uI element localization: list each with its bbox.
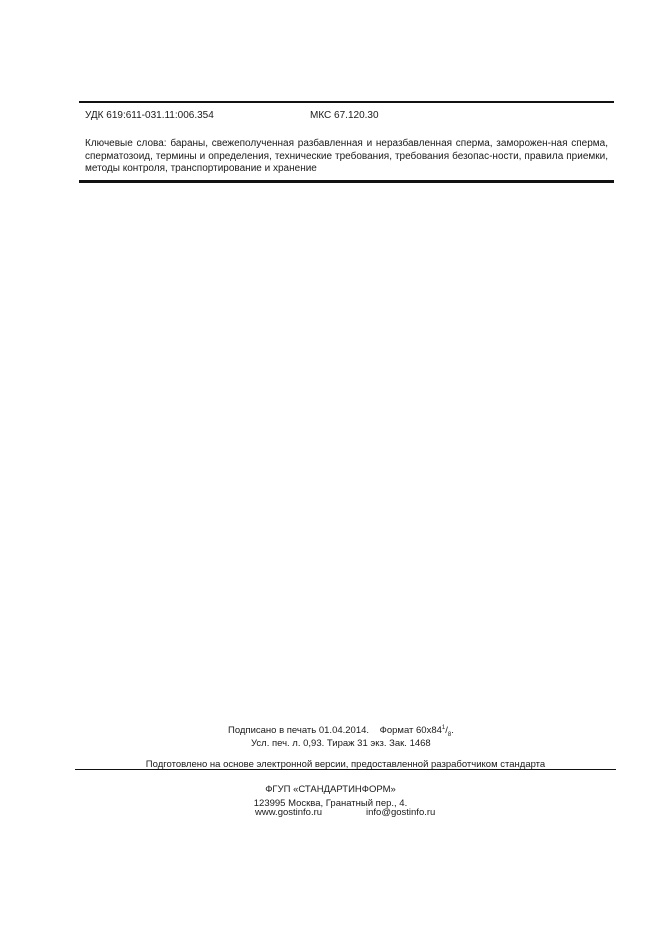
imprint-signed-line: Подписано в печать 01.04.2014. Формат $60x84^1/_8$. — [228, 724, 454, 738]
imprint-print-details: Усл. печ. л. 0,93. Тираж 31 экз. Зак. 1468 — [251, 738, 431, 749]
publisher-name: ФГУП «СТАНДАРТИНФОРМ» — [265, 784, 396, 795]
format-denominator: 8 — [447, 731, 452, 738]
keywords-bottom-rule — [79, 180, 614, 183]
prepared-note: Подготовлено на основе электронной версии, предоставленной разработчиком стандарта — [145, 759, 546, 770]
publisher-email-link[interactable]: info@gostinfo.ru — [366, 807, 436, 818]
signed-date-text: Подписано в печать 01.04.2014. — [228, 725, 370, 736]
publisher-address: 123995 Москва, Гранатный пер., 4. — [253, 798, 408, 809]
format-text: Формат 60x84 — [379, 725, 442, 736]
mks-code: МКС 67.120.30 — [310, 110, 379, 121]
udk-code: УДК 619:611-031.11:006.354 — [85, 110, 214, 121]
format-numerator: 1 — [441, 724, 446, 731]
top-rule — [79, 101, 614, 103]
publisher-website-link[interactable]: www.gostinfo.ru — [255, 807, 323, 818]
keywords-paragraph: Ключевые слова: бараны, свежеполученная разбавленная и неразбавленная сперма, заморожен-ная сперма, сперматозоид, термины и определения, технические требования, требования безопас-ности, правила приемки, методы контроля, транспортирование и хранение — [85, 138, 608, 174]
